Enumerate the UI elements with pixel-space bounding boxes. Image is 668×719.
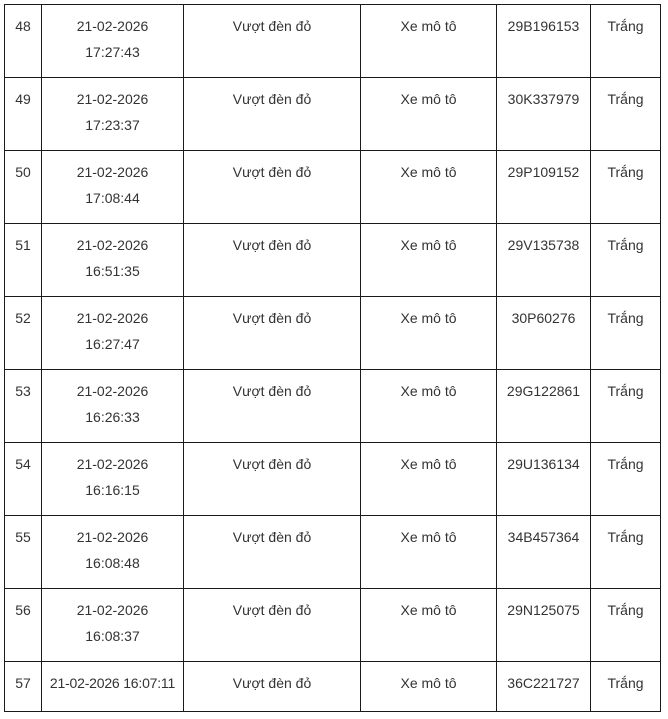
row-color: Trắng	[591, 589, 661, 662]
row-violation: Vượt đèn đỏ	[184, 5, 361, 78]
row-index: 54	[5, 443, 42, 516]
row-violation: Vượt đèn đỏ	[184, 516, 361, 589]
violations-table	[4, 4, 661, 712]
row-time: 16:27:47	[85, 336, 140, 352]
table-row	[5, 370, 661, 443]
row-date: 21-02-2026	[76, 383, 149, 399]
row-date: 21-02-2026	[76, 310, 149, 326]
row-color: Trắng	[591, 662, 661, 712]
row-index: 53	[5, 370, 42, 443]
row-color: Trắng	[591, 224, 661, 297]
table-row	[5, 297, 661, 370]
row-datetime	[42, 297, 184, 370]
row-datetime	[42, 516, 184, 589]
table-row	[5, 5, 661, 78]
row-violation: Vượt đèn đỏ	[184, 443, 361, 516]
row-index: 56	[5, 589, 42, 662]
row-index: 55	[5, 516, 42, 589]
row-vehicle: Xe mô tô	[361, 443, 497, 516]
row-index: 51	[5, 224, 42, 297]
row-plate: 29V135738	[497, 224, 591, 297]
row-violation: Vượt đèn đỏ	[184, 224, 361, 297]
row-index: 57	[5, 662, 42, 712]
row-index: 50	[5, 151, 42, 224]
row-plate: 36C221727	[497, 662, 591, 712]
row-time: 16:51:35	[85, 263, 140, 279]
row-index: 48	[5, 5, 42, 78]
row-vehicle: Xe mô tô	[361, 151, 497, 224]
row-time: 16:26:33	[85, 409, 140, 425]
row-color: Trắng	[591, 78, 661, 151]
row-datetime	[42, 370, 184, 443]
row-color: Trắng	[591, 297, 661, 370]
row-plate: 29N125075	[497, 589, 591, 662]
table-row	[5, 589, 661, 662]
row-color: Trắng	[591, 151, 661, 224]
row-violation: Vượt đèn đỏ	[184, 662, 361, 712]
row-datetime	[42, 5, 184, 78]
row-index: 49	[5, 78, 42, 151]
row-index: 52	[5, 297, 42, 370]
row-color: Trắng	[591, 370, 661, 443]
row-datetime	[42, 589, 184, 662]
row-time: 17:23:37	[85, 117, 140, 133]
row-date: 21-02-2026	[76, 529, 149, 545]
row-color: Trắng	[591, 5, 661, 78]
row-plate: 34B457364	[497, 516, 591, 589]
row-violation: Vượt đèn đỏ	[184, 297, 361, 370]
row-plate: 29B196153	[497, 5, 591, 78]
row-violation: Vượt đèn đỏ	[184, 589, 361, 662]
row-plate: 29G122861	[497, 370, 591, 443]
row-datetime	[42, 662, 184, 712]
row-date: 21-02-2026	[76, 18, 149, 34]
row-datetime	[42, 78, 184, 151]
row-time: 17:27:43	[85, 44, 140, 60]
row-vehicle: Xe mô tô	[361, 370, 497, 443]
table-row	[5, 224, 661, 297]
row-violation: Vượt đèn đỏ	[184, 151, 361, 224]
row-date: 21-02-2026	[76, 456, 149, 472]
row-datetime	[42, 151, 184, 224]
row-plate: 29U136134	[497, 443, 591, 516]
row-vehicle: Xe mô tô	[361, 78, 497, 151]
row-date: 21-02-2026	[76, 164, 149, 180]
row-plate: 30K337979	[497, 78, 591, 151]
row-date: 21-02-2026	[76, 602, 149, 618]
table-row	[5, 662, 661, 712]
row-time: 16:08:37	[85, 628, 140, 644]
table-row	[5, 151, 661, 224]
row-vehicle: Xe mô tô	[361, 5, 497, 78]
row-datetime	[42, 443, 184, 516]
row-datetime	[42, 224, 184, 297]
row-time: 17:08:44	[85, 190, 140, 206]
row-color: Trắng	[591, 516, 661, 589]
row-violation: Vượt đèn đỏ	[184, 78, 361, 151]
row-vehicle: Xe mô tô	[361, 662, 497, 712]
table-row	[5, 78, 661, 151]
row-vehicle: Xe mô tô	[361, 224, 497, 297]
row-date: 21-02-2026	[76, 237, 149, 253]
row-vehicle: Xe mô tô	[361, 589, 497, 662]
row-date: 21-02-2026	[76, 91, 149, 107]
row-time: 16:16:15	[85, 482, 140, 498]
table-row	[5, 443, 661, 516]
table-row	[5, 516, 661, 589]
row-vehicle: Xe mô tô	[361, 516, 497, 589]
row-plate: 29P109152	[497, 151, 591, 224]
row-violation: Vượt đèn đỏ	[184, 370, 361, 443]
row-datetime-text: 21-02-2026 16:07:11	[49, 675, 176, 691]
row-vehicle: Xe mô tô	[361, 297, 497, 370]
row-color: Trắng	[591, 443, 661, 516]
row-time: 16:08:48	[85, 555, 140, 571]
row-plate: 30P60276	[497, 297, 591, 370]
